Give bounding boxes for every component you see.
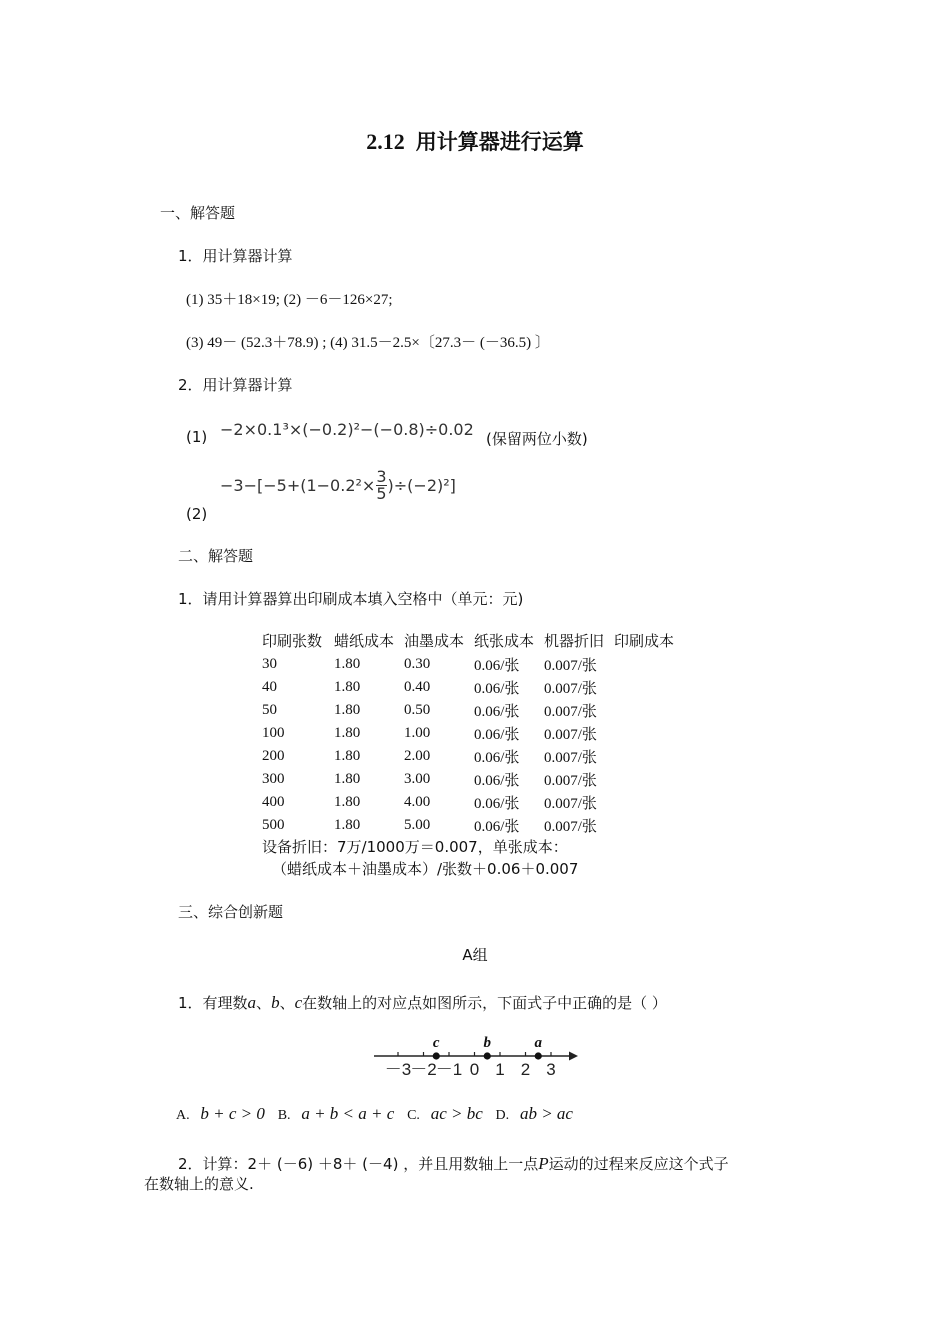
point-label: a — [534, 1035, 542, 1051]
s1-q2-part2-expr — [220, 469, 456, 502]
table-cell: 0.007/张 — [544, 658, 597, 674]
table-cell-blank — [614, 699, 674, 722]
table-cell: 3.00 — [404, 771, 431, 787]
table-cell: 1.80 — [334, 725, 361, 741]
option-d-expr: ab > ac — [519, 1104, 573, 1123]
table-cell: 4.00 — [404, 794, 431, 810]
table-cell: 0.30 — [404, 656, 431, 672]
table-cell-blank — [614, 745, 674, 768]
table-cell: 30 — [262, 656, 277, 672]
table-cell: 0.40 — [404, 679, 431, 695]
s3-q2-text-a: 2．计算：2＋ (－6) ＋8＋ (－4) ，并且用数轴上一点 — [178, 1155, 539, 1173]
table-cell-blank — [614, 653, 674, 676]
table-cell: 40 — [262, 679, 277, 695]
arrow-icon — [569, 1052, 578, 1061]
section-1-heading: 一、解答题 — [160, 204, 236, 222]
s3-q2-line2: 在数轴上的意义. — [144, 1175, 254, 1193]
table-row — [262, 653, 674, 676]
table-row — [262, 699, 674, 722]
table-cell: 0.06/张 — [474, 727, 520, 743]
tick-label: 3 — [546, 1060, 556, 1079]
table-row — [262, 745, 674, 768]
table-cell: 0.06/张 — [474, 819, 520, 835]
table-cell: 1.80 — [334, 817, 361, 833]
var-p: P — [538, 1154, 549, 1173]
table-cell: 1.80 — [334, 794, 361, 810]
table-cell: 0.007/张 — [544, 727, 597, 743]
s1-q2-part2-expr-b: )÷(−2)²] — [387, 476, 456, 495]
tick-label: －3 — [384, 1060, 412, 1079]
table-cell-blank — [614, 791, 674, 814]
number-line — [370, 1034, 590, 1082]
table-row — [262, 791, 674, 814]
tick-label: 1 — [495, 1060, 505, 1079]
table-cell: 400 — [262, 794, 285, 810]
table-cell: 1.80 — [334, 748, 361, 764]
table-cell: 0.007/张 — [544, 796, 597, 812]
s3-q2-line1 — [178, 1153, 729, 1174]
s1-q2-label: 2．用计算器计算 — [178, 376, 293, 394]
tick-label: 2 — [520, 1060, 531, 1079]
fraction — [376, 469, 386, 502]
table-cell: 1.00 — [404, 725, 431, 741]
point-label: c — [432, 1035, 440, 1051]
table-cell: 1.80 — [334, 702, 361, 718]
section-2-heading: 二、解答题 — [178, 547, 254, 565]
table-cell: 0.06/张 — [474, 681, 520, 697]
table-cell: 1.80 — [334, 656, 361, 672]
table-cell: 1.80 — [334, 679, 361, 695]
table-cell: 1.80 — [334, 771, 361, 787]
section-3-heading: 三、综合创新题 — [178, 903, 284, 921]
table-cell: 0.007/张 — [544, 773, 597, 789]
table-header: 蜡纸成本 — [334, 632, 395, 650]
table-body — [262, 653, 674, 837]
s3-q2-text-b: 运动的过程来反应这个式子 — [548, 1155, 729, 1173]
table-cell: 0.50 — [404, 702, 431, 718]
table-cell: 200 — [262, 748, 285, 764]
point-c — [433, 1052, 440, 1059]
table-cell: 300 — [262, 771, 285, 787]
s1-q1-line1: (1) 35＋18×19; (2) －6－126×27; — [186, 292, 393, 308]
table-cell: 5.00 — [404, 817, 431, 833]
table-cell-blank — [614, 768, 674, 791]
option-letter: D. — [495, 1108, 510, 1123]
fraction-numerator: 3 — [376, 467, 387, 486]
table-header-row — [262, 628, 674, 653]
var-b: b — [271, 993, 280, 1012]
s1-q2-part2-expr-a: −3−[−5+(1−0.2²× — [220, 476, 376, 495]
table-cell: 0.007/张 — [544, 750, 597, 766]
s3-q1-prefix: 1．有理数 — [178, 994, 248, 1012]
s1-q1-label: 1．用计算器计算 — [178, 247, 293, 265]
title-number: 2.12 — [366, 129, 405, 154]
table-cell: 50 — [262, 702, 277, 718]
table-row — [262, 814, 674, 837]
title-text: 用计算器进行运算 — [415, 130, 584, 154]
option-letter: B. — [277, 1108, 291, 1123]
table-header: 印刷张数 — [262, 632, 323, 650]
point-b — [484, 1052, 491, 1059]
table-cell-blank — [614, 722, 674, 745]
table-cell-blank — [614, 676, 674, 699]
table-header: 油墨成本 — [404, 632, 465, 650]
s1-q2-part1-note: (保留两位小数) — [486, 430, 588, 448]
table-cell: 0.007/张 — [544, 704, 597, 720]
var-a: a — [247, 993, 257, 1012]
table-cell: 0.007/张 — [544, 819, 597, 835]
table-row — [262, 722, 674, 745]
option-letter: A. — [176, 1108, 190, 1123]
s1-q2-part2-label: (2) — [186, 505, 208, 523]
table-row — [262, 676, 674, 699]
s2-note-1: 设备折旧：7万/1000万＝0.007，单张成本： — [262, 838, 568, 856]
table-cell: 500 — [262, 817, 285, 833]
table-cell: 100 — [262, 725, 285, 741]
option-letter: C. — [407, 1108, 420, 1123]
s1-q2-part1-label: (1) — [186, 428, 208, 446]
option-b-expr: a + b < a + c — [301, 1104, 395, 1123]
table-cell: 0.06/张 — [474, 750, 520, 766]
answer-options — [176, 1104, 573, 1124]
option-a-expr: b + c > 0 — [200, 1104, 265, 1123]
s3-q1-suffix: 在数轴上的对应点如图所示，下面式子中正确的是（ ） — [302, 994, 667, 1012]
separator: 、 — [279, 994, 295, 1012]
page-title — [0, 126, 950, 156]
table-cell: 0.06/张 — [474, 773, 520, 789]
s2-q1-label: 1．请用计算器算出印刷成本填入空格中（单元：元) — [178, 590, 524, 608]
option-c-expr: ac > bc — [430, 1104, 483, 1123]
table-cell: 2.00 — [404, 748, 431, 764]
tick-label: 0 — [469, 1060, 480, 1079]
table-cell: 0.06/张 — [474, 658, 520, 674]
table-cell: 0.06/张 — [474, 704, 520, 720]
s1-q2-part1-expr: −2×0.1³×(−0.2)²−(−0.8)÷0.02 — [220, 420, 474, 439]
table-header: 机器折旧 — [544, 632, 605, 650]
fraction-denominator: 5 — [376, 484, 387, 503]
table-cell: 0.06/张 — [474, 796, 520, 812]
var-c: c — [294, 993, 303, 1012]
point-a — [535, 1052, 542, 1059]
s3-q1-text — [178, 992, 667, 1013]
cost-table — [262, 628, 674, 837]
group-label: A组 — [462, 946, 488, 964]
tick-label: －2 — [410, 1060, 437, 1079]
table-header: 纸张成本 — [474, 632, 535, 650]
table-row — [262, 768, 674, 791]
table-cell-blank — [614, 814, 674, 837]
point-label: b — [483, 1035, 491, 1051]
s2-note-2: （蜡纸成本＋油墨成本）/张数＋0.06＋0.007 — [272, 860, 579, 878]
table-header: 印刷成本 — [614, 632, 675, 650]
tick-label: －1 — [435, 1060, 463, 1079]
s1-q1-line2: (3) 49－ (52.3＋78.9) ; (4) 31.5－2.5×〔27.3－ (－36.5) 〕 — [186, 335, 550, 351]
table-cell: 0.007/张 — [544, 681, 597, 697]
separator: 、 — [256, 994, 272, 1012]
